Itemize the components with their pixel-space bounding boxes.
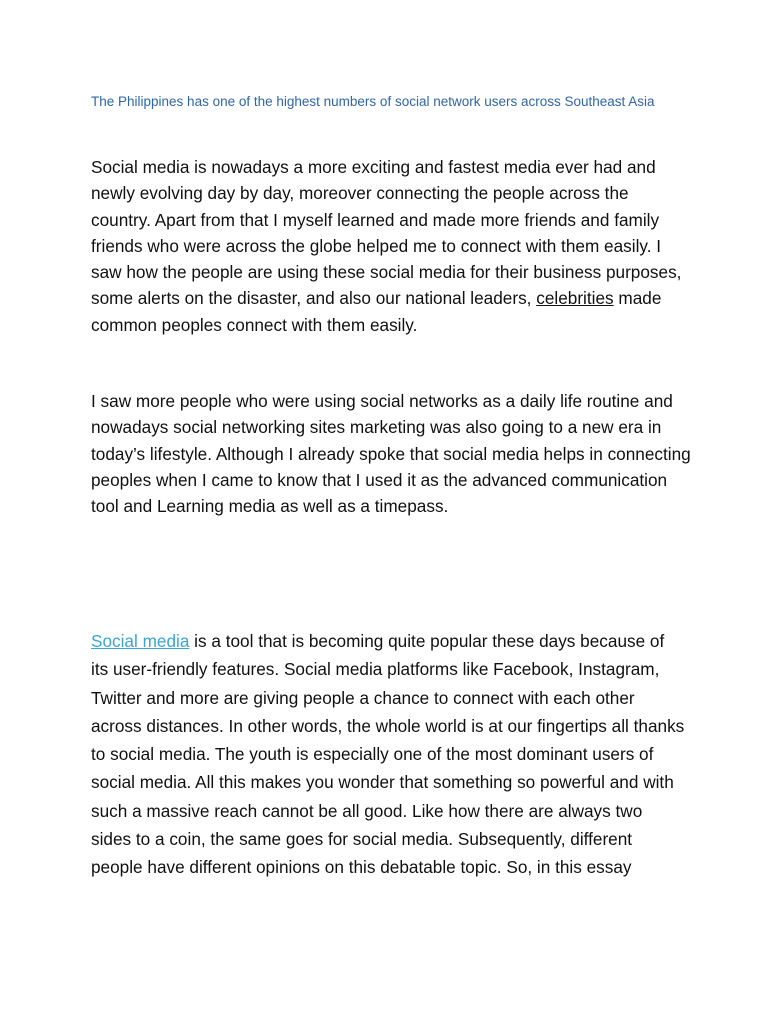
paragraph-1 [91, 154, 691, 338]
celebrities-underlined-word: celebrities [536, 288, 614, 309]
paragraph-1-text-end: made common peoples connect with them easily. [91, 288, 662, 335]
paragraph-3 [91, 627, 685, 882]
paragraph-2: I saw more people who were using social networks as a daily life routine and nowadays social networking sites marketing was also going to a new era in today’s lifestyle. Although I already spoke that social media helps in connecting peoples when I came to know that I used it as the advanced communication tool and Learning media as well as a timepass. [91, 391, 691, 517]
image-caption: The Philippines has one of the highest numbers of social network users across Southeast Asia [91, 94, 655, 109]
paragraph-1-text-start: Social media is nowadays a more exciting and fastest media ever had and newly evolving day by day, moreover connecting the people across the country. Apart from that I myself learned and made more friends and family friends who were across the globe helped me to connect with them easily. I saw how the people are using these social media for their business purposes, some alerts on the disaster, and also our national leaders, [91, 157, 682, 309]
social-media-link[interactable]: Social media [91, 631, 190, 651]
paragraph-3-text: is a tool that is becoming quite popular these days because of its user-friendly features. Social media platforms like Facebook, Instagram, Twitter and more are giving people a chance to connect with each other across distances. In other words, the whole world is at our fingertips all thanks to social media. The youth is especially one of the most dominant users of social media. All this makes you wonder that something so powerful and with such a massive reach cannot be all good. Like how there are always two sides to a coin, the same goes for social media. Subsequently, different people have different opinions on this debatable topic. So, in this essay [91, 631, 685, 878]
